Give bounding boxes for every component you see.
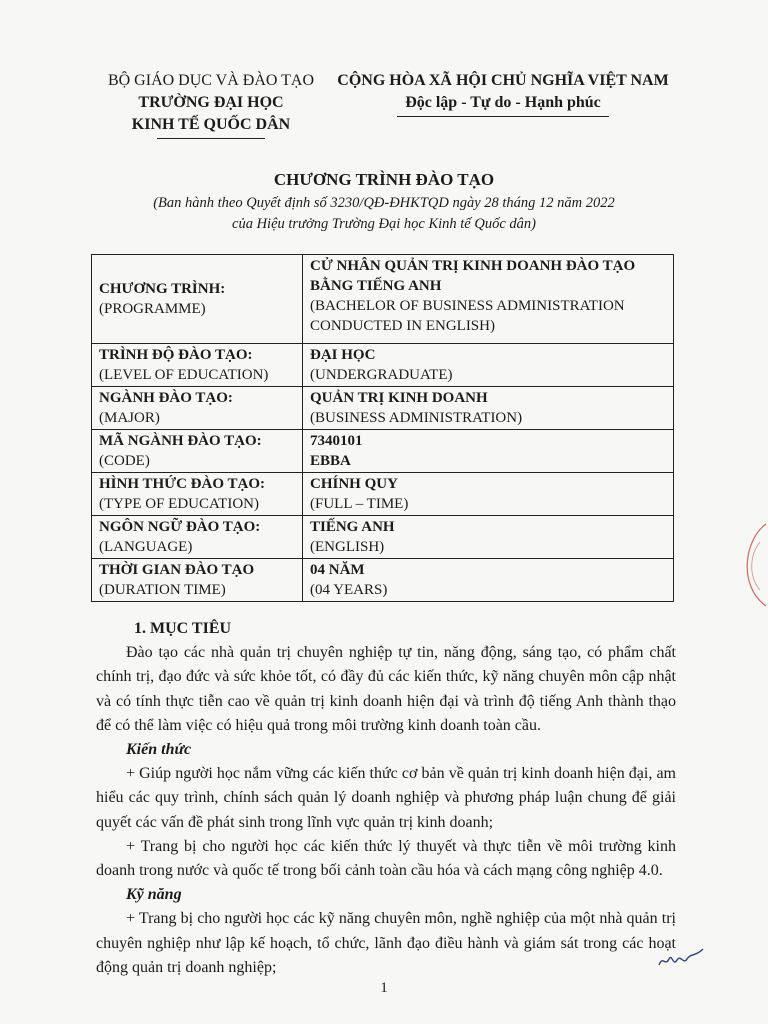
table-row: [92, 559, 674, 602]
row-value: [303, 255, 674, 344]
table-row: [92, 387, 674, 430]
label-en: (LEVEL OF EDUCATION): [99, 367, 269, 383]
objectives-intro: Đào tạo các nhà quản trị chuyên nghiệp tự tin, năng động, sáng tạo, có phẩm chất chính trị, đạo đức và sức khỏe tốt, có đầy đủ các kiến thức, kỹ năng chuyên môn cập nhật và có tính thực tiễn cao về quản trị kinh doanh hiện đại và trình độ tiếng Anh thành thạo để có thể làm việc có hiệu quả trong môi trường kinh doanh toàn cầu.: [96, 644, 676, 734]
label-en: (CODE): [99, 453, 150, 469]
header-divider: [157, 138, 265, 139]
row-value: [303, 516, 674, 559]
label-vi: NGÀNH ĐÀO TẠO:: [99, 390, 233, 406]
skills-heading: Kỹ năng: [126, 886, 182, 904]
program-info-table: [91, 254, 674, 602]
value-vi: TIẾNG ANH: [310, 519, 395, 535]
value-en: (BACHELOR OF BUSINESS ADMINISTRATION CONDUCTED IN ENGLISH): [310, 298, 625, 334]
row-value: [303, 559, 674, 602]
value-vi: CHÍNH QUY: [310, 476, 398, 492]
stamp-inner-ring: [752, 542, 760, 590]
label-vi: TRÌNH ĐỘ ĐÀO TẠO:: [99, 347, 253, 363]
label-vi: NGÔN NGỮ ĐÀO TẠO:: [99, 519, 261, 535]
knowledge-heading: Kiến thức: [126, 741, 192, 759]
row-label: [92, 387, 303, 430]
row-value: [303, 344, 674, 387]
row-value: [303, 387, 674, 430]
value-en: (BUSINESS ADMINISTRATION): [310, 410, 523, 426]
label-vi: MÃ NGÀNH ĐÀO TẠO:: [99, 433, 262, 449]
value-vi: ĐẠI HỌC: [310, 347, 376, 363]
subtitle-line1: (Ban hành theo Quyết định số 3230/QĐ-ĐHKTQD ngày 28 tháng 12 năm 2022: [153, 195, 615, 211]
ministry-name: BỘ GIÁO DỤC VÀ ĐÀO TẠO: [107, 72, 315, 89]
label-vi: THỜI GIAN ĐÀO TẠO: [99, 562, 255, 578]
row-value: [303, 473, 674, 516]
label-en: (PROGRAMME): [99, 301, 206, 317]
value-en: (FULL – TIME): [310, 496, 409, 512]
value-vi: CỬ NHÂN QUẢN TRỊ KINH DOANH ĐÀO TẠO BẰNG TIẾNG ANH: [310, 258, 636, 294]
knowledge-item-1: + Giúp người học nắm vững các kiến thức cơ bản về quản trị kinh doanh hiện đại, am hiểu các quy trình, chính sách quản lý doanh nghiệp và phương pháp luận chung để giải quyết các vấn đề phát sinh trong lĩnh vực quản trị kinh doanh;: [96, 765, 676, 831]
label-en: (LANGUAGE): [99, 539, 193, 555]
university-name-line2: KINH TẾ QUỐC DÂN: [131, 116, 291, 133]
row-label: [92, 255, 303, 344]
row-label: [92, 516, 303, 559]
value-vi: 7340101: [310, 433, 363, 449]
row-label: [92, 430, 303, 473]
table-row: [92, 344, 674, 387]
value-en: EBBA: [310, 453, 351, 469]
page-number: 1: [380, 980, 388, 996]
subtitle-line2: của Hiệu trưởng Trường Đại học Kinh tế Quốc dân): [232, 216, 536, 232]
national-motto: Độc lập - Tự do - Hạnh phúc: [405, 94, 601, 111]
row-label: [92, 473, 303, 516]
stamp-edge: [747, 524, 766, 606]
document-subtitle: [0, 193, 768, 235]
table-row: [92, 430, 674, 473]
row-label: [92, 344, 303, 387]
label-en: (TYPE OF EDUCATION): [99, 496, 259, 512]
stamp-mark: [730, 520, 768, 610]
initials-signature: [655, 945, 715, 973]
value-vi: 04 NĂM: [310, 562, 365, 578]
ministry-header: [96, 70, 326, 139]
row-value: [303, 430, 674, 473]
country-name: CỘNG HÒA XÃ HỘI CHỦ NGHĨA VIỆT NAM: [337, 72, 669, 89]
document-title: CHƯƠNG TRÌNH ĐÀO TẠO: [273, 170, 495, 189]
value-en: (ENGLISH): [310, 539, 385, 555]
objectives-section: [96, 617, 676, 980]
national-header: [336, 70, 670, 117]
label-en: (MAJOR): [99, 410, 160, 426]
value-vi: QUẢN TRỊ KINH DOANH: [310, 390, 488, 406]
section-heading: 1. MỤC TIÊU: [134, 620, 232, 637]
motto-divider: [397, 116, 609, 117]
row-label: [92, 559, 303, 602]
knowledge-item-2: + Trang bị cho người học các kiến thức lý thuyết và thực tiễn về môi trường kinh doanh trong nước và quốc tế trong bối cảnh toàn cầu hóa và cách mạng công nghiệp 4.0.: [96, 837, 676, 880]
label-vi: CHƯƠNG TRÌNH:: [99, 281, 226, 297]
table-row: [92, 516, 674, 559]
value-en: (04 YEARS): [310, 582, 388, 598]
signature-stroke: [659, 949, 703, 965]
table-row: [92, 255, 674, 344]
value-en: (UNDERGRADUATE): [310, 367, 453, 383]
skills-item-1: + Trang bị cho người học các kỹ năng chuyên môn, nghề nghiệp của một nhà quản trị chuyên nghiệp như lập kế hoạch, tổ chức, lãnh đạo điều hành và giám sát trong các hoạt động quản trị doanh nghiệp;: [96, 910, 676, 976]
table-row: [92, 473, 674, 516]
label-vi: HÌNH THỨC ĐÀO TẠO:: [99, 476, 265, 492]
label-en: (DURATION TIME): [99, 582, 226, 598]
university-name-line1: TRƯỜNG ĐẠI HỌC: [138, 94, 284, 111]
